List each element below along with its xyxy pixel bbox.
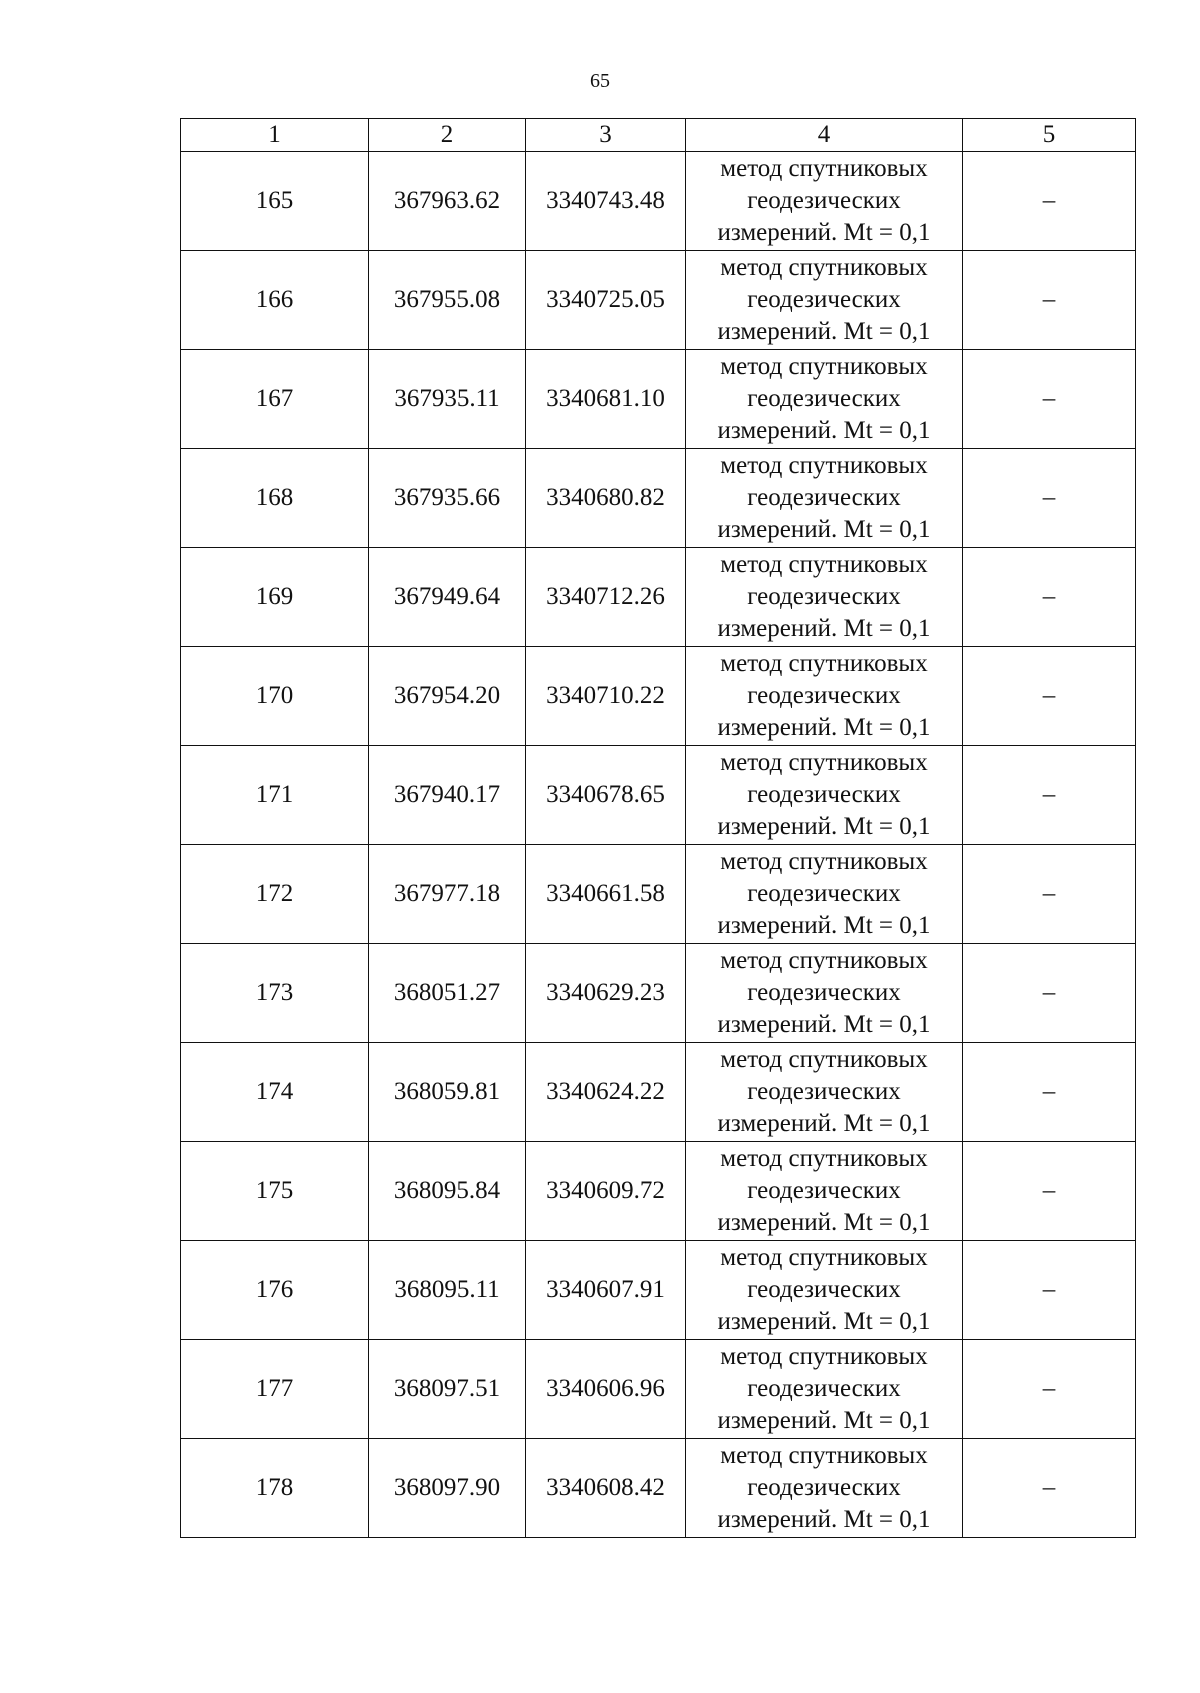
table-row [181,647,1136,746]
method-text-line: измерений. Mt = 0,1 [717,219,931,246]
x-coordinate-cell: 367935.66 [369,449,526,548]
y-coordinate-cell: 3340678.65 [526,746,686,845]
table-row [181,1241,1136,1340]
point-number-cell: 173 [181,944,369,1043]
method-cell [686,350,963,449]
table-body [181,152,1136,1538]
method-cell [686,548,963,647]
x-coordinate-cell: 367935.11 [369,350,526,449]
point-number-cell: 167 [181,350,369,449]
method-text-line: измерений. Mt = 0,1 [717,1308,931,1335]
point-number-cell: 176 [181,1241,369,1340]
note-cell: – [963,1439,1136,1538]
note-cell: – [963,548,1136,647]
page-number: 65 [590,70,610,92]
method-text-line: измерений. Mt = 0,1 [717,615,931,642]
y-coordinate-cell: 3340743.48 [526,152,686,251]
table-row [181,845,1136,944]
method-text-line: геодезических [747,1276,901,1303]
method-cell [686,647,963,746]
note-cell: – [963,647,1136,746]
note-cell: – [963,1043,1136,1142]
method-cell [686,251,963,350]
y-coordinate-cell: 3340629.23 [526,944,686,1043]
note-cell: – [963,449,1136,548]
method-text-line: измерений. Mt = 0,1 [717,1011,931,1038]
method-text-line: метод спутниковых [720,1145,928,1172]
note-cell: – [963,152,1136,251]
method-cell [686,449,963,548]
method-cell [686,1142,963,1241]
note-cell: – [963,944,1136,1043]
method-text-line: измерений. Mt = 0,1 [717,912,931,939]
method-text-line: геодезических [747,1375,901,1402]
x-coordinate-cell: 368059.81 [369,1043,526,1142]
note-cell: – [963,350,1136,449]
method-text-line: метод спутниковых [720,947,928,974]
method-text-line: метод спутниковых [720,749,928,776]
y-coordinate-cell: 3340606.96 [526,1340,686,1439]
note-cell: – [963,251,1136,350]
x-coordinate-cell: 368097.90 [369,1439,526,1538]
point-number-cell: 165 [181,152,369,251]
method-text-line: геодезических [747,583,901,610]
method-text-line: измерений. Mt = 0,1 [717,1110,931,1137]
y-coordinate-cell: 3340607.91 [526,1241,686,1340]
y-coordinate-cell: 3340712.26 [526,548,686,647]
method-cell [686,1043,963,1142]
x-coordinate-cell: 368097.51 [369,1340,526,1439]
method-text-line: измерений. Mt = 0,1 [717,417,931,444]
method-cell [686,944,963,1043]
column-header-note: 5 [963,119,1136,152]
table-row [181,350,1136,449]
x-coordinate-cell: 367963.62 [369,152,526,251]
method-text-line: метод спутниковых [720,848,928,875]
column-header-point: 1 [181,119,369,152]
method-text-line: геодезических [747,1474,901,1501]
table-row [181,944,1136,1043]
method-text-line: метод спутниковых [720,1046,928,1073]
table-row [181,1439,1136,1538]
method-text-line: метод спутниковых [720,1244,928,1271]
method-cell [686,1241,963,1340]
note-cell: – [963,1142,1136,1241]
y-coordinate-cell: 3340681.10 [526,350,686,449]
method-text-line: метод спутниковых [720,650,928,677]
y-coordinate-cell: 3340710.22 [526,647,686,746]
y-coordinate-cell: 3340608.42 [526,1439,686,1538]
method-cell [686,746,963,845]
y-coordinate-cell: 3340624.22 [526,1043,686,1142]
method-text-line: измерений. Mt = 0,1 [717,1407,931,1434]
x-coordinate-cell: 367977.18 [369,845,526,944]
method-text-line: измерений. Mt = 0,1 [717,516,931,543]
method-text-line: метод спутниковых [720,452,928,479]
table-row [181,152,1136,251]
y-coordinate-cell: 3340661.58 [526,845,686,944]
method-text-line: измерений. Mt = 0,1 [717,1506,931,1533]
x-coordinate-cell: 367949.64 [369,548,526,647]
method-text-line: геодезических [747,682,901,709]
method-cell [686,152,963,251]
table-row [181,1142,1136,1241]
point-number-cell: 168 [181,449,369,548]
method-text-line: геодезических [747,385,901,412]
table-row [181,449,1136,548]
column-header-y: 3 [526,119,686,152]
table-row [181,251,1136,350]
table-row [181,1340,1136,1439]
table-header-row [181,119,1136,152]
method-cell [686,1340,963,1439]
note-cell: – [963,1241,1136,1340]
method-text-line: геодезических [747,781,901,808]
y-coordinate-cell: 3340609.72 [526,1142,686,1241]
point-number-cell: 171 [181,746,369,845]
method-text-line: метод спутниковых [720,551,928,578]
point-number-cell: 178 [181,1439,369,1538]
note-cell: – [963,746,1136,845]
method-text-line: метод спутниковых [720,254,928,281]
y-coordinate-cell: 3340725.05 [526,251,686,350]
method-text-line: метод спутниковых [720,155,928,182]
method-cell [686,1439,963,1538]
coordinates-table [180,118,1136,1538]
x-coordinate-cell: 368095.11 [369,1241,526,1340]
y-coordinate-cell: 3340680.82 [526,449,686,548]
method-text-line: метод спутниковых [720,1442,928,1469]
method-text-line: геодезических [747,979,901,1006]
point-number-cell: 175 [181,1142,369,1241]
note-cell: – [963,845,1136,944]
method-text-line: метод спутниковых [720,353,928,380]
column-header-x: 2 [369,119,526,152]
x-coordinate-cell: 367940.17 [369,746,526,845]
x-coordinate-cell: 367954.20 [369,647,526,746]
column-header-method: 4 [686,119,963,152]
table-row [181,746,1136,845]
method-text-line: геодезических [747,187,901,214]
point-number-cell: 174 [181,1043,369,1142]
method-text-line: измерений. Mt = 0,1 [717,714,931,741]
method-cell [686,845,963,944]
method-text-line: геодезических [747,286,901,313]
method-text-line: геодезических [747,880,901,907]
point-number-cell: 172 [181,845,369,944]
point-number-cell: 166 [181,251,369,350]
method-text-line: измерений. Mt = 0,1 [717,1209,931,1236]
point-number-cell: 177 [181,1340,369,1439]
method-text-line: геодезических [747,484,901,511]
point-number-cell: 170 [181,647,369,746]
method-text-line: геодезических [747,1177,901,1204]
method-text-line: геодезических [747,1078,901,1105]
method-text-line: измерений. Mt = 0,1 [717,813,931,840]
method-text-line: метод спутниковых [720,1343,928,1370]
method-text-line: измерений. Mt = 0,1 [717,318,931,345]
note-cell: – [963,1340,1136,1439]
x-coordinate-cell: 368095.84 [369,1142,526,1241]
table-row [181,548,1136,647]
x-coordinate-cell: 368051.27 [369,944,526,1043]
x-coordinate-cell: 367955.08 [369,251,526,350]
point-number-cell: 169 [181,548,369,647]
table-row [181,1043,1136,1142]
